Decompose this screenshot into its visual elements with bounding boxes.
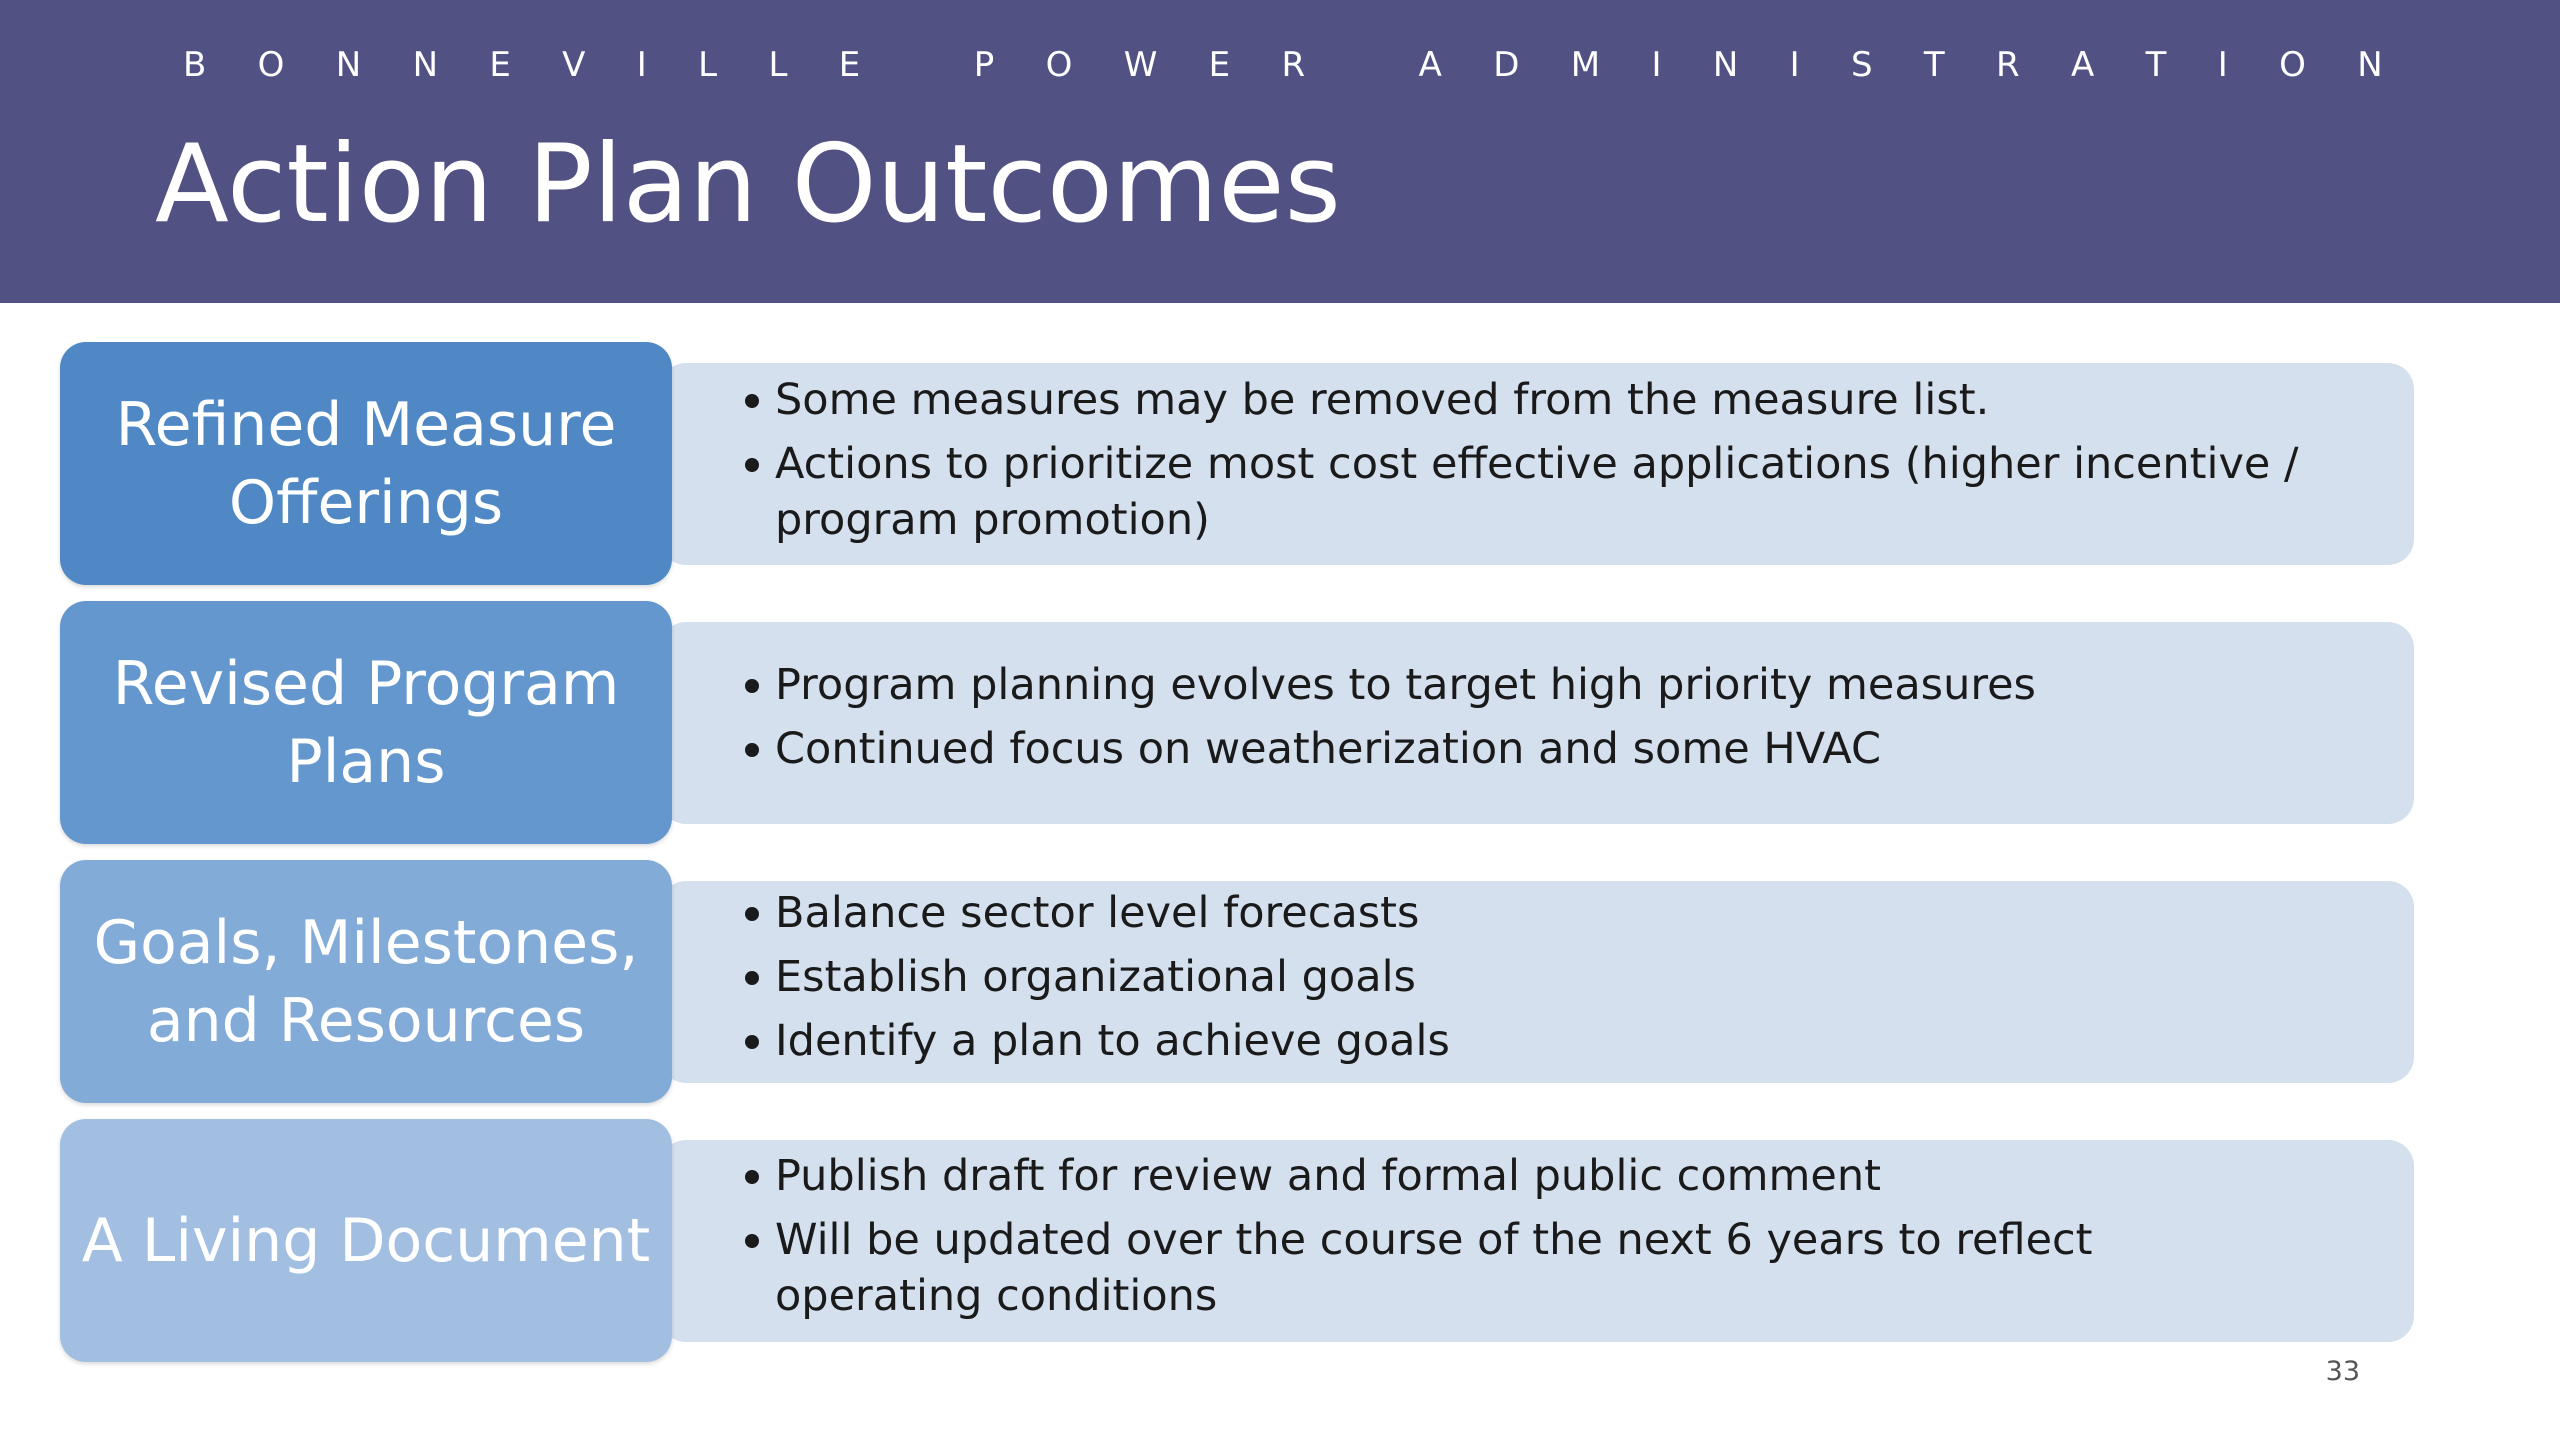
bullet-item: Balance sector level forecasts xyxy=(745,885,2305,941)
outcome-label xyxy=(60,601,672,844)
outcome-label xyxy=(60,1119,672,1362)
outcome-label-text: Refined Measure Offerings xyxy=(115,389,617,538)
bullet-item: Publish draft for review and formal public comment xyxy=(745,1148,2305,1204)
outcome-bullet-list xyxy=(745,1148,2305,1332)
outcome-row-revised-plans xyxy=(60,601,2355,846)
outcome-label xyxy=(60,860,672,1103)
bullet-item: Continued focus on weatherization and some HVAC xyxy=(745,721,2305,777)
outcome-label-text: Revised Program Plans xyxy=(112,648,620,797)
organization-name: B O N N E V I L L E P O W E R A D M I N I S T R A T I O N xyxy=(183,45,2383,85)
slide-title: Action Plan Outcomes xyxy=(155,122,1341,247)
bullet-item: Actions to prioritize most cost effective applications (higher incentive / program promotion) xyxy=(745,436,2305,548)
outcome-bullet-list xyxy=(745,885,2305,1077)
slide-header xyxy=(0,0,2560,303)
bullet-item: Establish organizational goals xyxy=(745,949,2305,1005)
outcome-label xyxy=(60,342,672,585)
bullet-item: Program planning evolves to target high priority measures xyxy=(745,657,2305,713)
bullet-item: Will be updated over the course of the next 6 years to reflect operating conditions xyxy=(745,1212,2305,1324)
outcome-bullet-list xyxy=(745,657,2305,785)
bullet-item: Some measures may be removed from the measure list. xyxy=(745,372,2305,428)
bullet-item: Identify a plan to achieve goals xyxy=(745,1013,2305,1069)
outcome-row-refined-measures xyxy=(60,342,2355,587)
page-number: 33 xyxy=(2325,1356,2360,1387)
outcome-row-living-document xyxy=(60,1119,2355,1364)
outcome-row-goals xyxy=(60,860,2355,1105)
outcome-bullet-list xyxy=(745,372,2305,556)
outcome-label-text: Goals, Milestones, and Resources xyxy=(93,907,639,1056)
outcome-label-text: A Living Document xyxy=(81,1205,651,1276)
